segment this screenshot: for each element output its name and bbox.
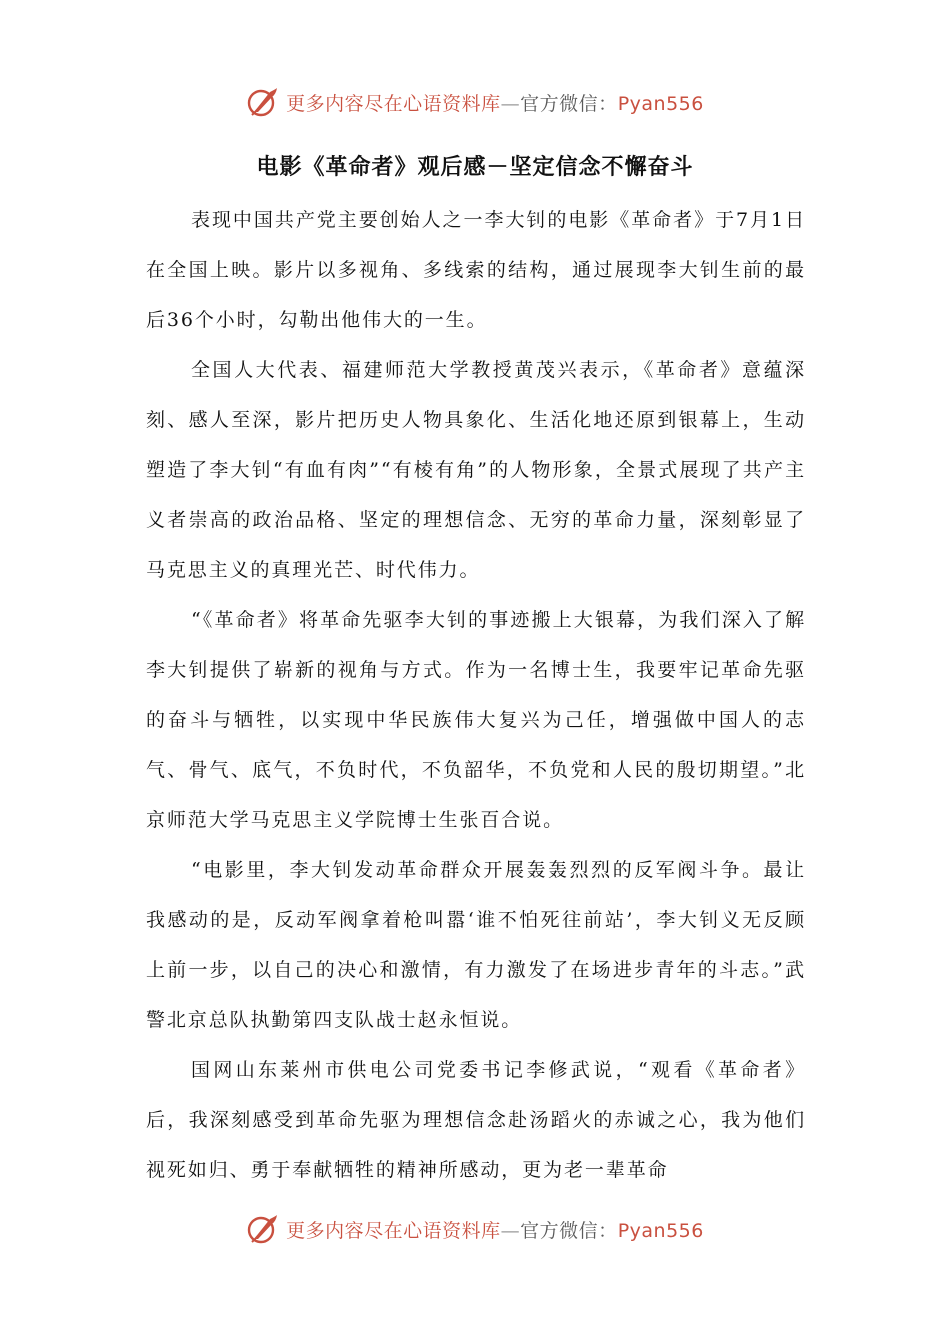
footer-banner: [0, 1209, 950, 1249]
footer-wechat-label: 官方微信：: [520, 1219, 618, 1242]
document-body: [146, 195, 806, 1195]
header-separator: —: [500, 92, 521, 115]
paragraph-3: “《革命者》将革命先驱李大钊的事迹搬上大银幕，为我们深入了解李大钊提供了崭新的视角与方式。作为一名博士生，我要牢记革命先驱的奋斗与牺牲，以实现中华民族伟大复兴为己任，增强做中国人的志气、骨气、底气，不负时代，不负韶华，不负党和人民的殷切期望。”北京师范大学马克思主义学院博士生张百合说。: [146, 609, 806, 831]
document-title: 电影《革命者》观后感－坚定信念不懈奋斗: [256, 155, 694, 180]
paragraph-1: 表现中国共产党主要创始人之一李大钊的电影《革命者》于7月1日在全国上映。影片以多视角、多线索的结构，通过展现李大钊生前的最后36个小时，勾勒出他伟大的一生。: [146, 209, 806, 331]
header-banner: [0, 82, 950, 122]
quill-logo-icon: [246, 1212, 280, 1246]
paragraph-2: 全国人大代表、福建师范大学教授黄茂兴表示，《革命者》意蕴深刻、感人至深，影片把历史人物具象化、生活化地还原到银幕上，生动塑造了李大钊“有血有肉”“有棱有角”的人物形象，全景式展现了共产主义者崇高的政治品格、坚定的理想信念、无穷的革命力量，深刻彰显了马克思主义的真理光芒、时代伟力。: [146, 359, 806, 581]
header-slogan: 更多内容尽在心语资料库: [286, 92, 501, 115]
paragraph-5: 国网山东莱州市供电公司党委书记李修武说，“观看《革命者》后，我深刻感受到革命先驱为理想信念赴汤蹈火的赤诚之心，我为他们视死如归、勇于奉献牺牲的精神所感动，更为老一辈革命: [146, 1059, 806, 1181]
paragraph-4: “电影里，李大钊发动革命群众开展轰轰烈烈的反军阀斗争。最让我感动的是，反动军阀拿着枪叫嚣‘谁不怕死往前站’，李大钊义无反顾上前一步，以自己的决心和激情，有力激发了在场进步青年的斗志。”武警北京总队执勤第四支队战士赵永恒说。: [146, 859, 806, 1031]
footer-separator: —: [500, 1219, 521, 1242]
footer-wechat-id: Pyan556: [617, 1219, 704, 1242]
quill-logo-icon: [246, 85, 280, 119]
footer-slogan: 更多内容尽在心语资料库: [286, 1219, 501, 1242]
header-wechat-id: Pyan556: [617, 92, 704, 115]
footer-text: [286, 1216, 704, 1243]
header-text: [286, 89, 704, 116]
header-wechat-label: 官方微信：: [520, 92, 618, 115]
